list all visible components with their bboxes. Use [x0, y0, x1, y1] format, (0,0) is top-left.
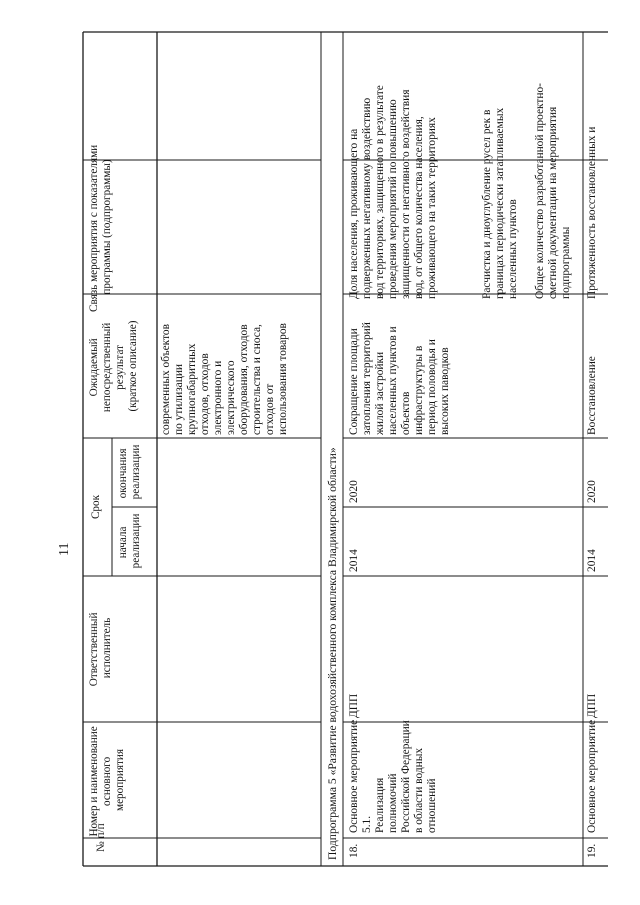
row-end: 2020 — [348, 480, 360, 503]
row-link-text: Протяженность восстановленных и — [586, 126, 598, 299]
row-name: Основное мероприятие — [586, 719, 598, 833]
row-start: 2014 — [586, 549, 598, 572]
row-exec: ДПП — [586, 693, 598, 718]
table-row — [586, 127, 598, 858]
row-end: 2020 — [586, 480, 598, 503]
row-result: Сокращение площади затопления территорий жилой застройки населенных пунктов и объектов инфраструктуры в период половодья и высоких паводков — [348, 322, 451, 435]
row-num: 18. — [348, 843, 360, 858]
header-result: Ожидаемый непосредственный результат (краткое описание) — [88, 320, 139, 413]
row-result: Восстановление — [586, 356, 598, 435]
continued-result-text: современных объектов по утилизации крупногабаритных отходов, отходов электронного и электрического оборудования, отходов строительства и сноса, отходов от использования товаров — [160, 323, 289, 435]
row-link-text: Доля населения, проживающего на подверженных негативному воздействию вод территориях, защищенного в результате проведения мероприятий по повышению защищенности от негативного воздействия вод, от общего количества населения, проживающего на таких территориях Расчистка и дноуглубление русел рек в границах периодически затапливаемых населенных пунктов Общее количество разработанной проектно- сметной документации на мероприятия подпрограммы — [348, 83, 572, 299]
header-num: № п/п — [95, 823, 107, 852]
row-exec: ДПП — [348, 693, 360, 718]
header-link: Связь мероприятия с показателями программы (подпрограммы) — [88, 144, 113, 312]
page-number: 11 — [57, 542, 72, 556]
header-start: начала реализации — [117, 513, 142, 569]
header-end: окончания реализации — [117, 444, 142, 500]
header-name: Номер и наименование основного мероприятия — [88, 726, 126, 837]
row-start: 2014 — [348, 549, 360, 572]
table-grid — [83, 32, 608, 866]
subprogram-title: Подпрограмма 5 «Развитие водохозяйственного комплекса Владимирской области» — [326, 447, 339, 860]
row-name: Основное мероприятие 5.1. Реализация полномочий Российской Федерации в области водных отношений — [348, 719, 438, 833]
header-term: Срок — [90, 494, 102, 520]
row-num: 19. — [586, 843, 598, 858]
header-exec: Ответственный исполнитель — [88, 612, 113, 687]
table-row — [348, 80, 572, 858]
table-header — [88, 142, 142, 852]
